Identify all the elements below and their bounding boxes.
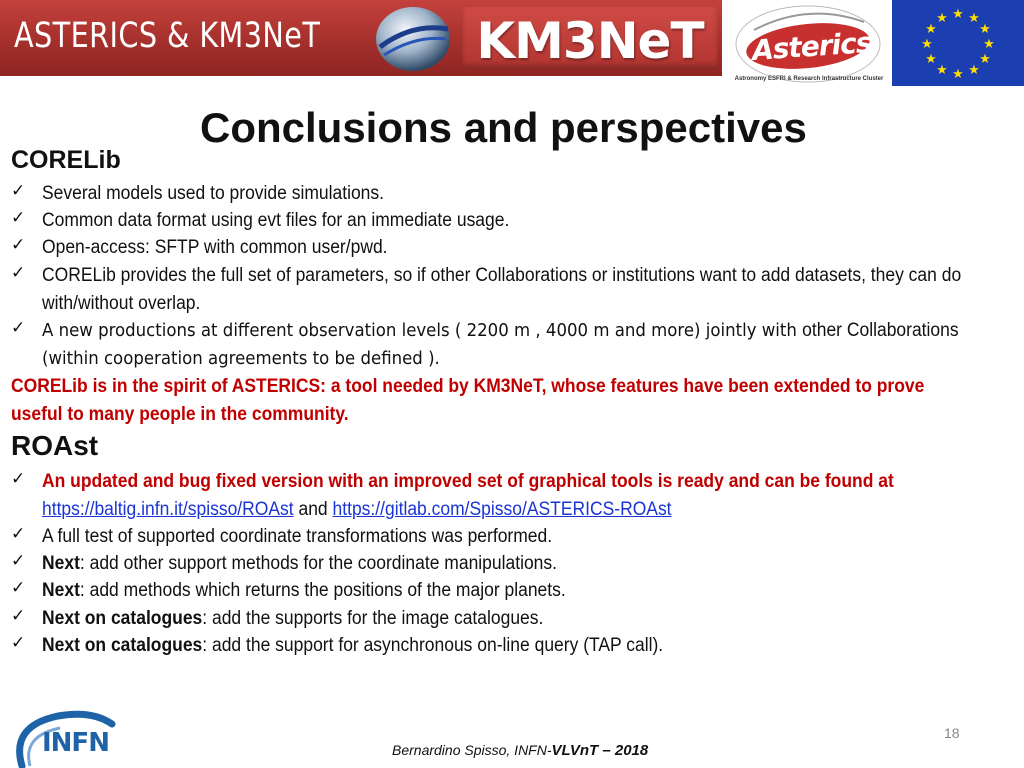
corelib-heading: CORELib bbox=[11, 146, 121, 174]
conference-name: VLVnT – 2018 bbox=[551, 742, 649, 759]
check-icon: ✓ bbox=[11, 578, 26, 597]
svg-text:★: ★ bbox=[983, 37, 995, 52]
baltig-link[interactable]: https://baltig.infn.it/spisso/ROAst bbox=[42, 498, 294, 520]
svg-text:★: ★ bbox=[936, 63, 948, 78]
corelib-spirit-statement: CORELib is in the spirit of ASTERICS: a tool needed by KM3NeT, whose features have been extended to prove useful to many people in the community. bbox=[11, 376, 925, 425]
km3net-logo: KM3NeT bbox=[476, 12, 704, 70]
next-catalogues-label: Next on catalogues bbox=[42, 608, 203, 629]
author-name: Bernardino Spisso, INFN- bbox=[392, 742, 552, 758]
svg-text:★: ★ bbox=[952, 67, 964, 82]
svg-text:★: ★ bbox=[921, 37, 933, 52]
next-text: : add other support methods for the coordinate manipulations. bbox=[79, 553, 558, 574]
next-catalogues-text: : add the support for asynchronous on-line query (TAP call). bbox=[202, 635, 664, 656]
check-icon: ✓ bbox=[11, 469, 26, 488]
svg-text:★: ★ bbox=[936, 11, 948, 26]
corelib-item-5-part1: A new productions at different observation levels ( 2200 m , 4000 m and more) jointly with bbox=[42, 320, 803, 341]
roast-item-1-text: An updated and bug fixed version with an improved set of graphical tools is ready and can be found at bbox=[42, 471, 894, 492]
corelib-item-2: Common data format using evt files for an immediate usage. bbox=[42, 210, 510, 231]
header-banner bbox=[0, 0, 1024, 82]
eu-flag-icon bbox=[892, 0, 1024, 86]
check-icon: ✓ bbox=[11, 208, 26, 227]
gitlab-link[interactable]: https://gitlab.com/Spisso/ASTERICS-ROAst bbox=[332, 498, 672, 520]
corelib-item-5 bbox=[42, 317, 999, 372]
roast-item-next-3 bbox=[42, 605, 939, 633]
svg-text:★: ★ bbox=[968, 11, 980, 26]
check-icon: ✓ bbox=[11, 181, 26, 200]
corelib-item-3: Open-access: SFTP with common user/pwd. bbox=[42, 237, 388, 258]
eu-stars-icon bbox=[892, 0, 1024, 86]
corelib-item-5-part3: (within cooperation agreements to be defined ). bbox=[42, 347, 440, 369]
banner-title: ASTERICS & KM3NeT bbox=[14, 16, 321, 56]
asterics-subtitle: Astronomy ESFRI & Research Infrastructure Cluster bbox=[734, 76, 884, 82]
svg-text:★: ★ bbox=[979, 52, 991, 67]
check-icon: ✓ bbox=[11, 318, 26, 337]
svg-text:★: ★ bbox=[925, 22, 937, 37]
next-label: Next bbox=[42, 553, 80, 574]
check-icon: ✓ bbox=[11, 606, 26, 625]
footer-author bbox=[392, 742, 648, 759]
check-icon: ✓ bbox=[11, 263, 26, 282]
asterics-logo: Asterics bbox=[750, 25, 873, 68]
roast-item-next-4 bbox=[42, 632, 939, 660]
page-number: 18 bbox=[944, 725, 960, 741]
svg-text:★: ★ bbox=[952, 7, 964, 22]
asterics-logo-box bbox=[724, 0, 888, 96]
next-label: Next bbox=[42, 580, 80, 601]
corelib-item-4: CORELib provides the full set of parameters, so if other Collaborations or institutions want to add datasets, they can do with/without overlap. bbox=[42, 265, 962, 314]
check-icon: ✓ bbox=[11, 235, 26, 254]
slide-title: Conclusions and perspectives bbox=[200, 104, 807, 151]
roast-item-2: A full test of supported coordinate transformations was performed. bbox=[42, 526, 553, 547]
check-icon: ✓ bbox=[11, 633, 26, 652]
roast-item-1-and: and bbox=[293, 498, 333, 520]
infn-logo-text: INFN bbox=[42, 728, 109, 758]
roast-item-next-2 bbox=[42, 577, 939, 605]
svg-text:★: ★ bbox=[968, 63, 980, 78]
roast-item-next-1 bbox=[42, 550, 939, 578]
corelib-item-1: Several models used to provide simulations. bbox=[42, 183, 385, 204]
next-catalogues-label: Next on catalogues bbox=[42, 635, 203, 656]
km3net-logo-box bbox=[462, 7, 718, 69]
next-catalogues-text: : add the supports for the image catalogues. bbox=[202, 608, 544, 629]
check-icon: ✓ bbox=[11, 551, 26, 570]
svg-text:★: ★ bbox=[925, 52, 937, 67]
svg-text:★: ★ bbox=[979, 22, 991, 37]
roast-item-1 bbox=[42, 468, 1008, 523]
roast-heading: ROAst bbox=[11, 430, 99, 461]
corelib-item-5-part2: other Collaborations bbox=[802, 320, 959, 341]
globe-logo-icon bbox=[372, 3, 454, 73]
check-icon: ✓ bbox=[11, 524, 26, 543]
next-text: : add methods which returns the positions of the major planets. bbox=[79, 580, 566, 601]
